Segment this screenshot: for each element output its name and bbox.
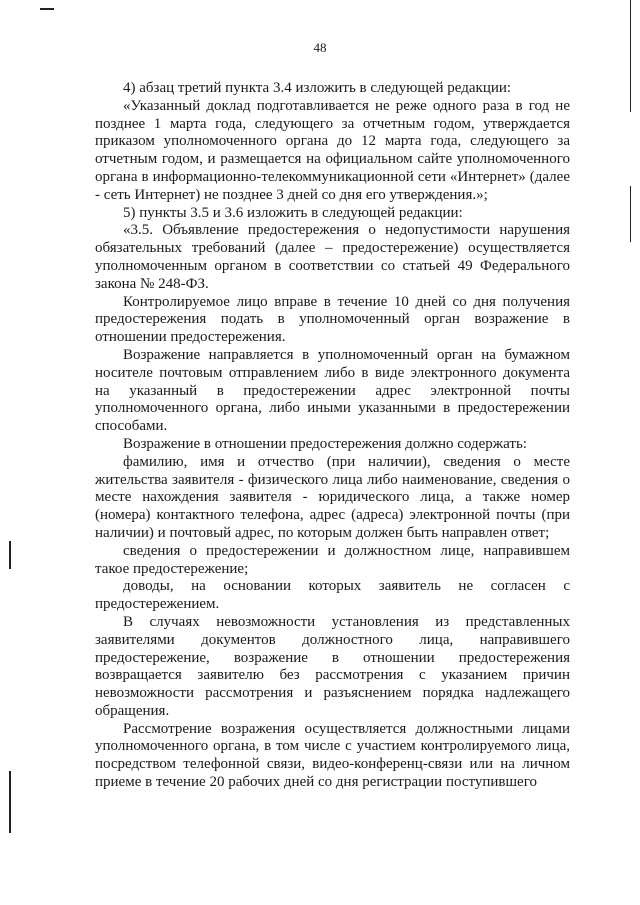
scan-artifact-mark — [40, 8, 54, 10]
paragraph: Возражение в отношении предостережения должно содержать: — [123, 435, 527, 452]
paragraph: Рассмотрение возражения осуществляется должностными лицами уполномоченного органа, в том числе с участием контролируемого лица, посредством телефонной связи, видео-конференц-связи или на личном приеме в течение 20 рабочих дней со дня регистрации поступившего — [95, 720, 570, 791]
scan-artifact-mark — [630, 0, 631, 112]
paragraph: фамилию, имя и отчество (при наличии), сведения о месте жительства заявителя - физического лица либо наименование, сведения о месте нахождения заявителя - юридического лица, а также номер (номера) контактного телефона, адрес (адреса) электронной почты (при наличии) и почтовый адрес, по которым должен быть направлен ответ; — [95, 453, 570, 541]
document-body — [95, 80, 570, 792]
paragraph: доводы, на основании которых заявитель не согласен с предостережением. — [95, 578, 570, 613]
scan-artifact-mark — [9, 771, 11, 833]
paragraph: Возражение направляется в уполномоченный орган на бумажном носителе почтовым отправлением либо в виде электронного документа на указанный в предостережении адрес электронной почты уполномоченного органа, либо иными указанными в предостережении способами. — [95, 346, 570, 435]
scan-artifact-mark — [9, 541, 11, 569]
page-number: 48 — [313, 40, 327, 55]
paragraph: сведения о предостережении и должностном лице, направившем такое предостережение; — [95, 542, 570, 577]
scan-artifact-mark — [630, 186, 631, 242]
paragraph: «Указанный доклад подготавливается не реже одного раза в год не позднее 1 марта года, следующего за отчетным годом, утверждается приказом уполномоченного органа до 12 марта года, следующего за отчетным годом, и размещается на официальном сайте уполномоченного органа в информационно-телекоммуникационной сети «Интернет» (далее - сеть Интернет) не позднее 3 дней со дня его утверждения.»; — [95, 97, 570, 203]
paragraph: В случаях невозможности установления из представленных заявителями документов должностного лица, направившего предостережение, возражение в отношении предостережения возвращается заявителю без рассмотрения с указанием причин невозможности рассмотрения и разъяснением порядка надлежащего обращения. — [95, 613, 570, 719]
paragraph: «3.5. Объявление предостережения о недопустимости нарушения обязательных требований (далее – предостережение) осуществляется уполномоченным органом в соответствии со статьей 49 Федерального закона № 248-ФЗ. — [95, 222, 570, 292]
paragraph: 5) пункты 3.5 и 3.6 изложить в следующей редакции: — [123, 204, 463, 221]
paragraph: 4) абзац третий пункта 3.4 изложить в следующей редакции: — [123, 80, 512, 96]
paragraph: Контролируемое лицо вправе в течение 10 дней со дня получения предостережения подать в уполномоченный орган возражение в отношении предостережения. — [95, 293, 570, 346]
